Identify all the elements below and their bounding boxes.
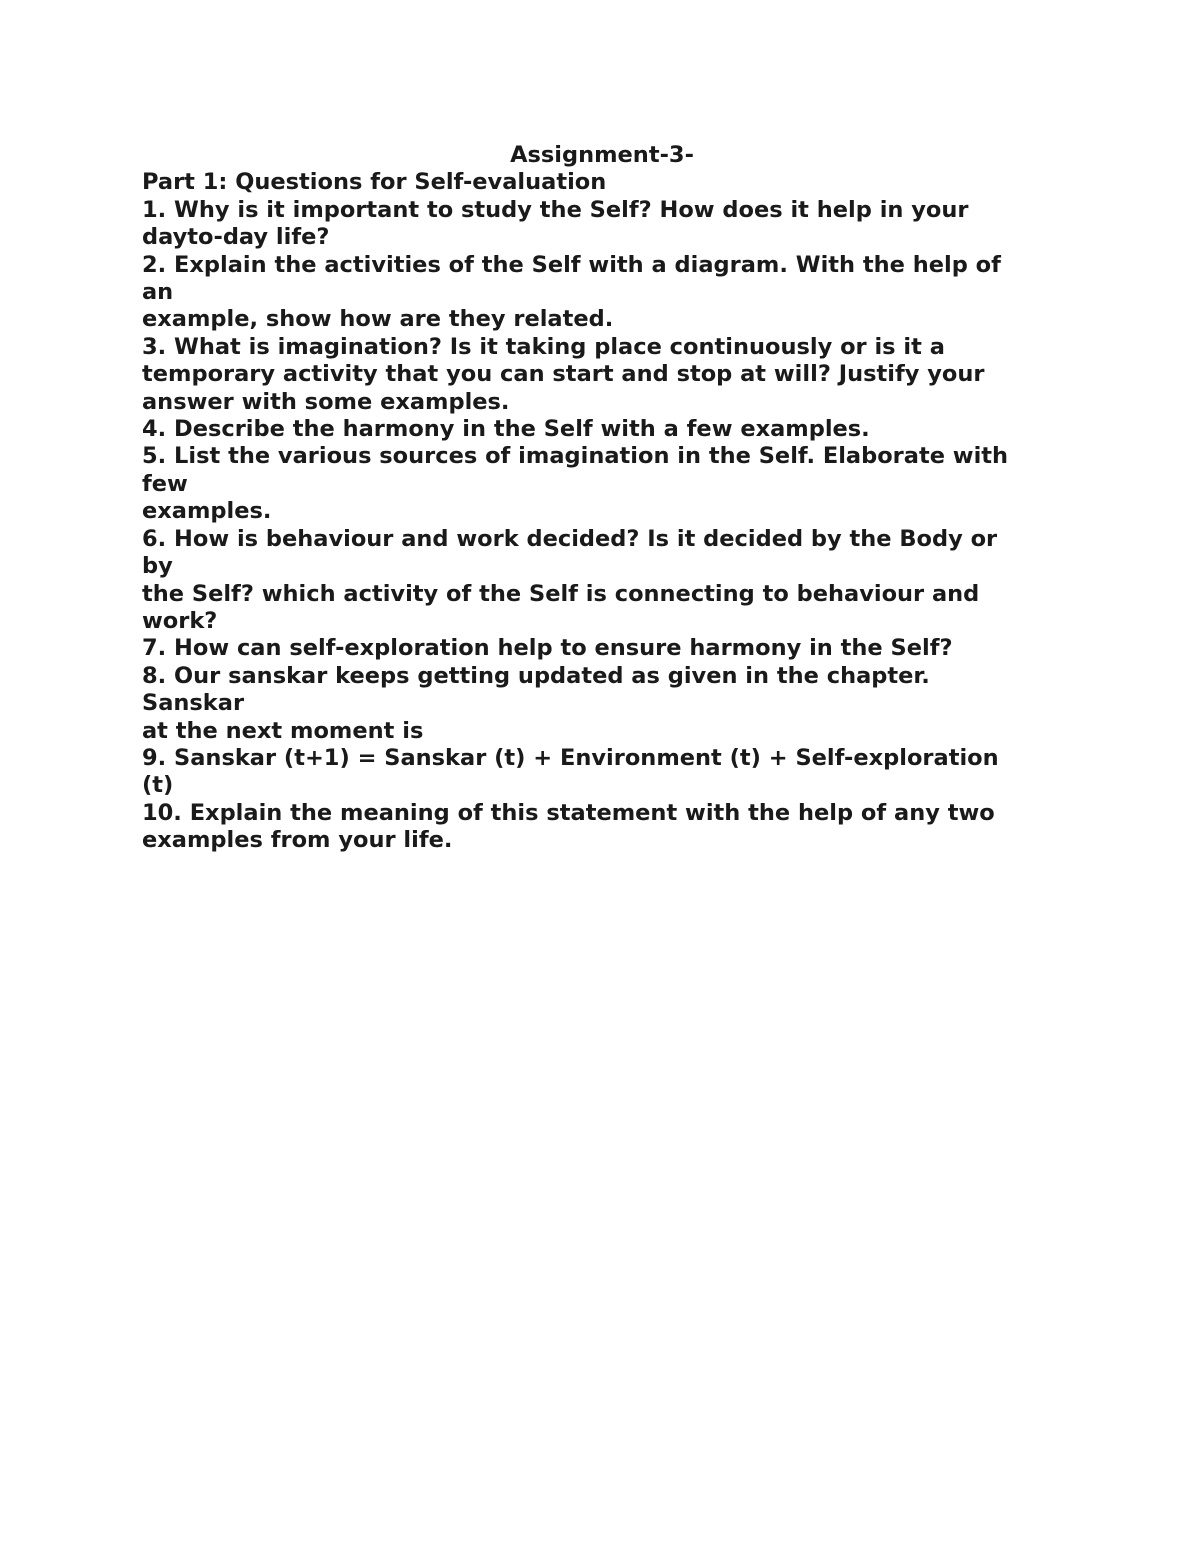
question-8-line-1: 8. Our sanskar keeps getting updated as given in the chapter.: [142, 662, 930, 689]
document-body: [142, 142, 1062, 855]
page-title: Assignment-3-: [510, 142, 694, 168]
section-heading: Part 1: Questions for Self-evaluation: [142, 169, 607, 196]
question-3-line-1: 3. What is imagination? Is it taking place continuously or is it a: [142, 333, 945, 360]
question-2-line-1: 2. Explain the activities of the Self with a diagram. With the help of: [142, 251, 1001, 278]
question-4-line-1: 4. Describe the harmony in the Self with a few examples.: [142, 416, 870, 443]
question-8-line-3: at the next moment is: [142, 717, 424, 744]
question-5-line-3: examples.: [142, 498, 272, 525]
question-5-line-2: few: [142, 470, 188, 497]
question-10-line-1: 10. Explain the meaning of this statement with the help of any two: [142, 799, 995, 826]
question-6-line-4: work?: [142, 607, 218, 634]
question-1-line-2: dayto-day life?: [142, 224, 330, 251]
question-5-line-1: 5. List the various sources of imagination in the Self. Elaborate with: [142, 443, 1009, 470]
question-1-line-1: 1. Why is it important to study the Self? How does it help in your: [142, 196, 969, 223]
question-3-line-2: temporary activity that you can start and stop at will? Justify your: [142, 361, 985, 388]
question-6-line-2: by: [142, 553, 173, 580]
question-10-line-2: examples from your life.: [142, 827, 453, 854]
question-6-line-1: 6. How is behaviour and work decided? Is it decided by the Body or: [142, 525, 998, 552]
question-2-line-2: an: [142, 279, 174, 306]
question-7-line-1: 7. How can self-exploration help to ensure harmony in the Self?: [142, 635, 953, 662]
question-9-line-2: (t): [142, 772, 174, 799]
question-3-line-3: answer with some examples.: [142, 388, 510, 415]
question-6-line-3: the Self? which activity of the Self is connecting to behaviour and: [142, 580, 980, 607]
question-8-line-2: Sanskar: [142, 690, 245, 717]
question-9-line-1: 9. Sanskar (t+1) = Sanskar (t) + Environment (t) + Self-exploration: [142, 744, 999, 771]
question-2-line-3: example, show how are they related.: [142, 306, 614, 333]
